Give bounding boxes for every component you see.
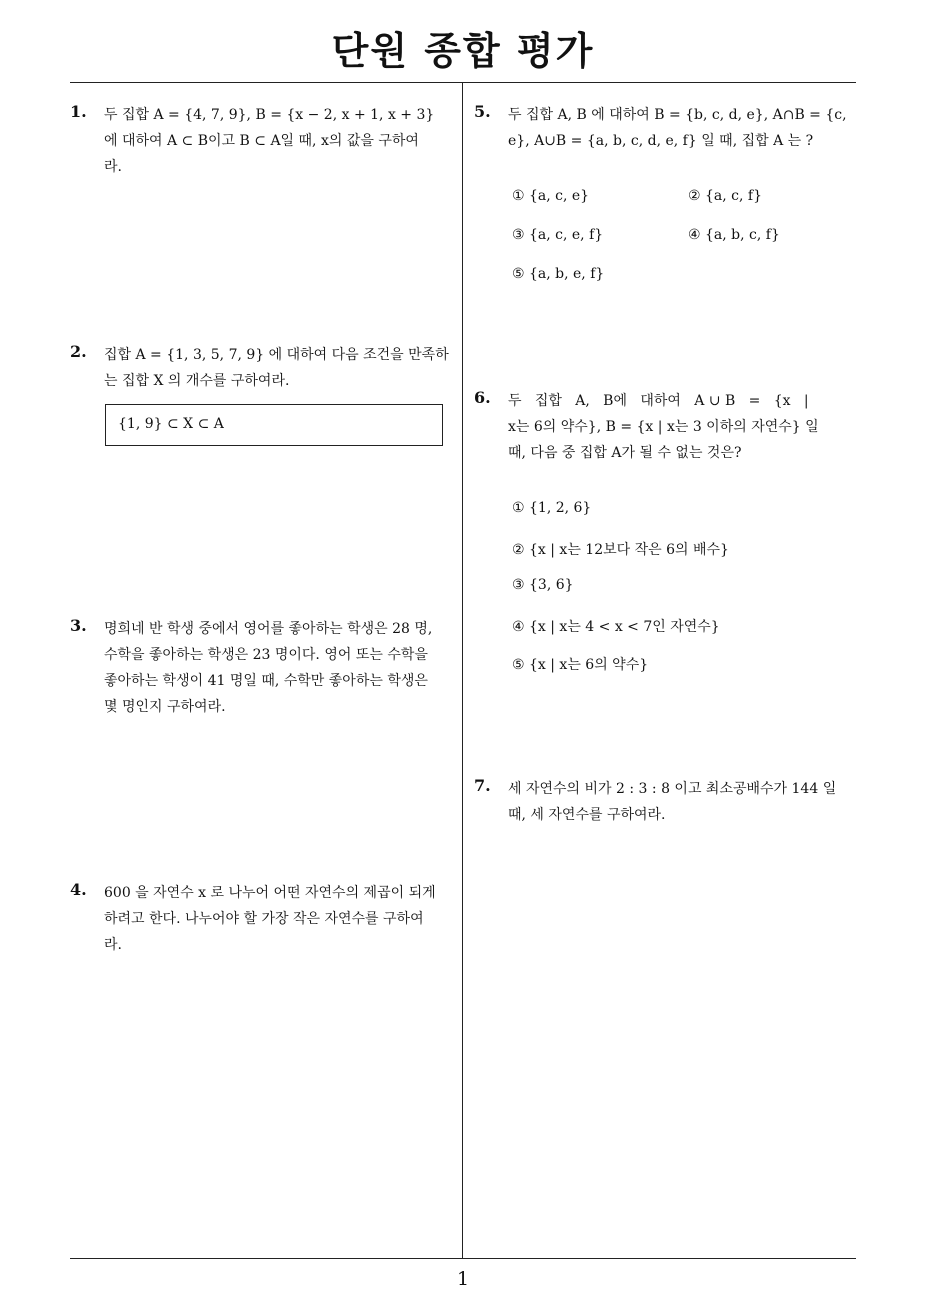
top-rule	[70, 82, 856, 83]
question-text	[508, 388, 860, 466]
question-number: 5.	[474, 102, 491, 121]
question-text	[104, 880, 456, 958]
question-5	[474, 102, 860, 154]
question-line: 두 집합 A, B 에 대하여 B = {b, c, d, e}, A∩B = {c,	[508, 107, 847, 123]
question-number: 1.	[70, 102, 87, 121]
question-text	[104, 102, 456, 180]
question-6-choices	[512, 500, 852, 680]
question-text	[104, 616, 456, 720]
question-line: 는 집합 X 의 개수를 구하여라.	[104, 373, 290, 389]
question-number: 7.	[474, 776, 491, 795]
question-line: 집합 A = {1, 3, 5, 7, 9} 에 대하여 다음 조건을 만족하	[104, 347, 449, 363]
answer-choice-1[interactable]: ① {1, 2, 6}	[512, 500, 592, 516]
question-number: 6.	[474, 388, 491, 407]
question-line: x는 6의 약수}, B = {x | x는 3 이하의 자연수} 일	[508, 419, 819, 435]
question-number: 4.	[70, 880, 87, 899]
question-3	[70, 616, 456, 720]
answer-choice-2[interactable]: ② {x | x는 12보다 작은 6의 배수}	[512, 542, 729, 558]
page-number: 1	[456, 1268, 470, 1290]
answer-choice-1[interactable]: ① {a, c, e}	[512, 188, 590, 204]
question-line: 몇 명인지 구하여라.	[104, 699, 226, 715]
question-text	[104, 342, 456, 394]
question-line: 수학을 좋아하는 학생은 23 명이다. 영어 또는 수학을	[104, 647, 428, 663]
question-line: 두 집합 A, B에 대하여 A ∪ B = {x |	[508, 393, 809, 409]
answer-choice-2[interactable]: ② {a, c, f}	[688, 188, 762, 204]
question-number: 3.	[70, 616, 87, 635]
question-line: 세 자연수의 비가 2 : 3 : 8 이고 최소공배수가 144 일	[508, 781, 837, 797]
answer-choice-5[interactable]: ⑤ {x | x는 6의 약수}	[512, 657, 649, 673]
question-line: 라.	[104, 937, 122, 953]
question-line: 때, 세 자연수를 구하여라.	[508, 807, 666, 823]
question-line: 명희네 반 학생 중에서 영어를 좋아하는 학생은 28 명,	[104, 621, 433, 637]
question-2	[70, 342, 456, 394]
question-line: 에 대하여 A ⊂ B이고 B ⊂ A일 때, x의 값을 구하여	[104, 133, 419, 149]
question-line: e}, A∪B = {a, b, c, d, e, f} 일 때, 집합 A 는 ?	[508, 133, 814, 149]
answer-choice-3[interactable]: ③ {a, c, e, f}	[512, 227, 604, 243]
page-title: 단원 종합 평가	[331, 29, 595, 73]
question-1	[70, 102, 456, 180]
answer-choice-5[interactable]: ⑤ {a, b, e, f}	[512, 266, 605, 282]
column-divider	[462, 82, 463, 1259]
question-text	[508, 776, 860, 828]
question-7	[474, 776, 860, 828]
answer-choice-4[interactable]: ④ {x | x는 4 < x < 7인 자연수}	[512, 619, 720, 635]
question-line: 600 을 자연수 x 로 나누어 어떤 자연수의 제곱이 되게	[104, 885, 436, 901]
question-line: 때, 다음 중 집합 A가 될 수 없는 것은?	[508, 445, 742, 461]
answer-choice-3[interactable]: ③ {3, 6}	[512, 577, 574, 593]
question-line: 하려고 한다. 나누어야 할 가장 작은 자연수를 구하여	[104, 911, 424, 927]
answer-choice-4[interactable]: ④ {a, b, c, f}	[688, 227, 780, 243]
question-line: 두 집합 A = {4, 7, 9}, B = {x − 2, x + 1, x + 3}	[104, 107, 435, 123]
question-text	[508, 102, 860, 154]
question-4	[70, 880, 456, 958]
question-line: 좋아하는 학생이 41 명일 때, 수학만 좋아하는 학생은	[104, 673, 428, 689]
condition-box: {1, 9} ⊂ X ⊂ A	[105, 404, 443, 446]
question-6	[474, 388, 860, 466]
bottom-rule	[70, 1258, 856, 1259]
question-number: 2.	[70, 342, 87, 361]
question-line: 라.	[104, 159, 122, 175]
question-5-choices	[512, 188, 852, 288]
